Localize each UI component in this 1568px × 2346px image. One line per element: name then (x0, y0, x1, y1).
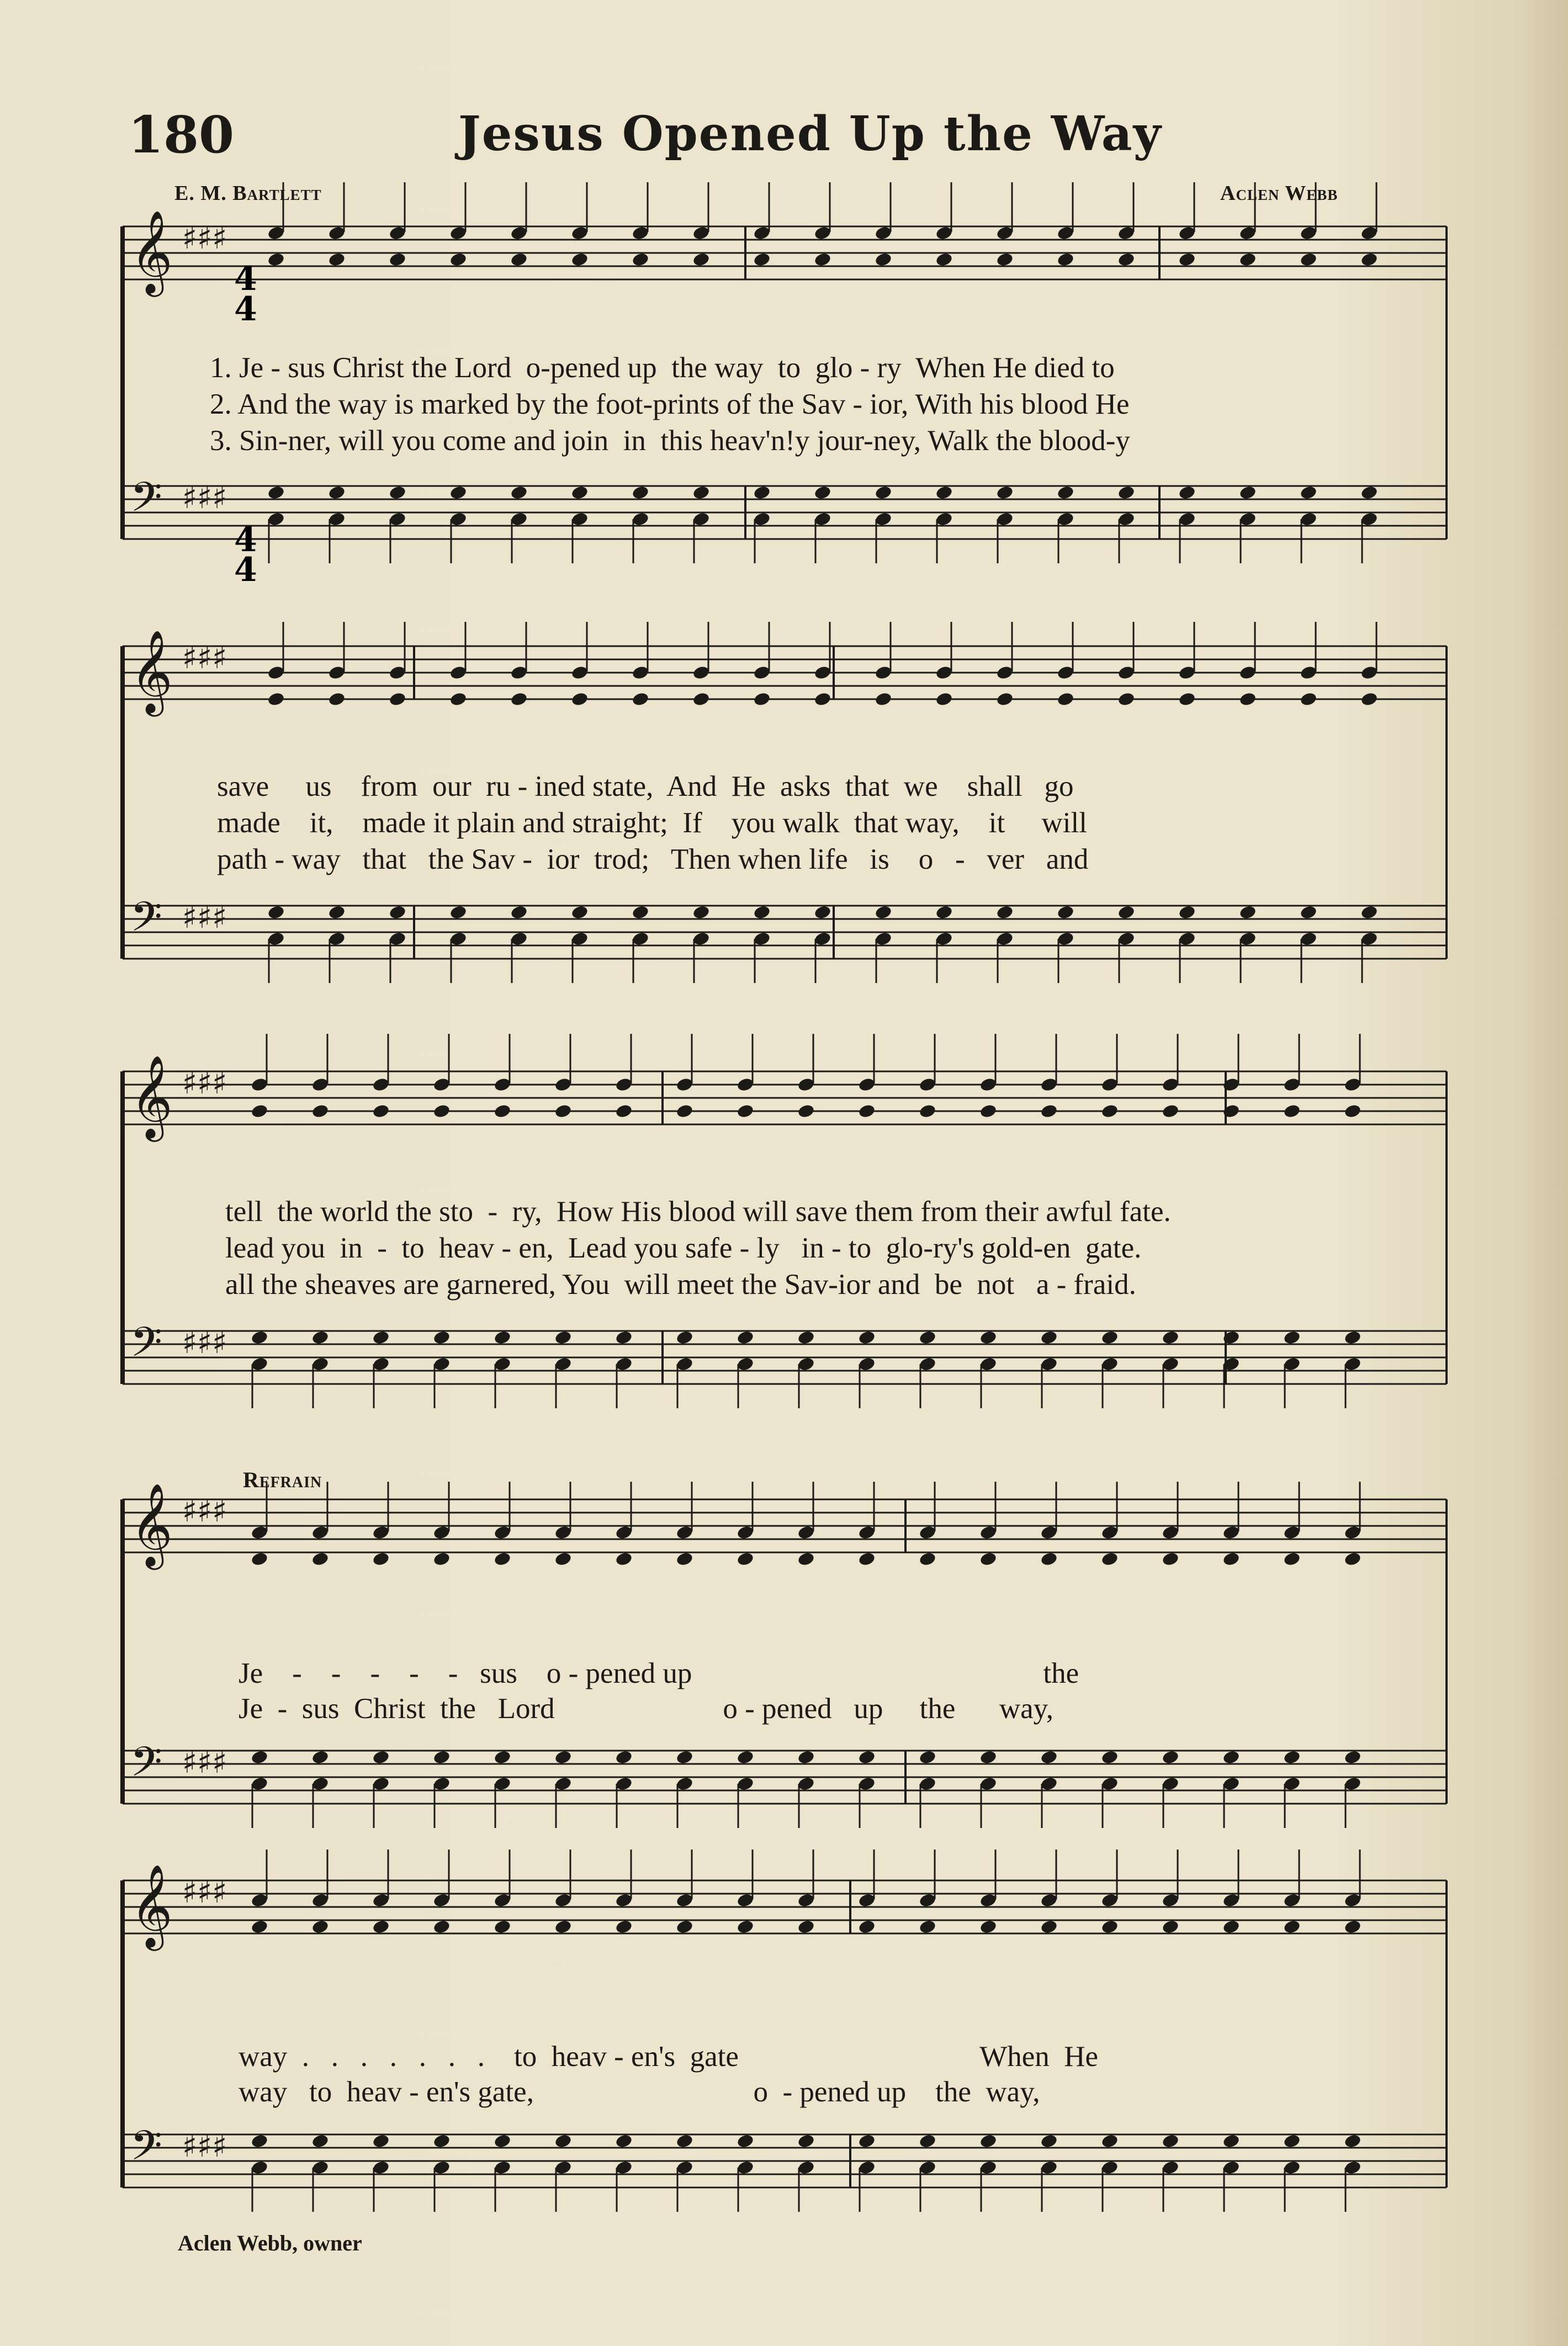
bass-clef-icon: 𝄢 (130, 473, 162, 531)
note-head (615, 1330, 633, 1345)
note-head (797, 1551, 815, 1567)
key-signature-sharps: ♯♯♯ (182, 640, 227, 676)
key-signature-sharps: ♯♯♯ (182, 2128, 227, 2164)
note-head (675, 1330, 693, 1345)
note-head (813, 252, 831, 267)
note-head (979, 1330, 997, 1345)
lyric-line: Je - sus Christ the Lord o - pened up the way, (239, 1693, 1053, 1725)
note-head (267, 905, 285, 920)
note-head (388, 485, 406, 500)
note-head (1222, 1750, 1240, 1765)
bass-clef-icon: 𝄢 (130, 1318, 162, 1376)
lyric-line: all the sheaves are garnered, You will meet the Sav-ior and be not a - fraid. (225, 1269, 1136, 1301)
note-head (449, 691, 467, 707)
note-head (1283, 2133, 1301, 2149)
key-signature-sharps: ♯♯♯ (182, 900, 227, 936)
note-head (554, 1551, 572, 1567)
note-head (736, 1103, 754, 1119)
note-head (449, 905, 467, 920)
note-head (1161, 1330, 1179, 1345)
note-head (857, 1750, 876, 1765)
note-head (935, 905, 953, 920)
note-head (372, 1103, 390, 1119)
note-head (797, 1103, 815, 1119)
treble-clef-icon: 𝄞 (130, 629, 173, 713)
note-head (510, 485, 528, 500)
note-head (874, 252, 892, 267)
note-head (736, 1750, 754, 1765)
note-head (493, 1919, 511, 1935)
note-head (493, 1551, 511, 1567)
note-head (1299, 691, 1317, 707)
note-head (570, 905, 589, 920)
note-head (813, 905, 831, 920)
note-head (510, 691, 528, 707)
note-head (510, 905, 528, 920)
note-head (388, 252, 406, 267)
note-head (1222, 1919, 1240, 1935)
note-head (1360, 252, 1378, 267)
note-head (1100, 1330, 1119, 1345)
note-head (857, 1103, 876, 1119)
composer-credit: E. M. Bartlett (174, 182, 322, 205)
note-head (736, 1330, 754, 1345)
note-head (615, 1750, 633, 1765)
note-head (995, 485, 1014, 500)
lyric-line: save us from our ru - ined state, And He asks that we shall go (217, 770, 1074, 802)
key-signature-sharps: ♯♯♯ (182, 480, 227, 516)
note-head (1161, 1750, 1179, 1765)
time-signature-bottom: 4 (234, 290, 257, 329)
note-head (979, 1750, 997, 1765)
note-head (1343, 1103, 1362, 1119)
note-head (311, 1103, 329, 1119)
note-head (1117, 691, 1135, 707)
note-head (1040, 2133, 1058, 2149)
hymn-title: Jesus Opened Up the Way (458, 106, 1162, 162)
note-head (327, 691, 346, 707)
note-head (267, 252, 285, 267)
note-head (1343, 2133, 1362, 2149)
note-head (1283, 1551, 1301, 1567)
note-head (1238, 905, 1257, 920)
note-head (857, 1551, 876, 1567)
note-head (753, 691, 771, 707)
note-head (675, 2133, 693, 2149)
note-head (1056, 905, 1074, 920)
lyric-line: way to heav - en's gate, o - pened up the way, (239, 2076, 1040, 2108)
key-signature-sharps: ♯♯♯ (182, 220, 227, 256)
note-head (432, 1750, 451, 1765)
time-signature-top: 4 (234, 260, 257, 298)
note-head (857, 1919, 876, 1935)
key-signature-sharps: ♯♯♯ (182, 1874, 227, 1910)
bass-clef-icon: 𝄢 (130, 893, 162, 951)
note-head (1056, 691, 1074, 707)
note-head (311, 2133, 329, 2149)
note-head (493, 1330, 511, 1345)
note-head (554, 2133, 572, 2149)
note-head (692, 485, 710, 500)
note-head (493, 1750, 511, 1765)
note-head (1238, 252, 1257, 267)
note-head (267, 485, 285, 500)
note-head (1343, 1330, 1362, 1345)
note-head (388, 691, 406, 707)
note-head (432, 1551, 451, 1567)
note-head (554, 1750, 572, 1765)
note-head (1178, 252, 1196, 267)
note-head (372, 1750, 390, 1765)
note-head (935, 691, 953, 707)
note-head (1100, 1750, 1119, 1765)
refrain-label: Refrain (243, 1467, 322, 1492)
note-head (554, 1330, 572, 1345)
note-head (1343, 1750, 1362, 1765)
note-head (1040, 1551, 1058, 1567)
note-head (1117, 485, 1135, 500)
note-head (797, 1919, 815, 1935)
copyright-owner: Aclen Webb, owner (178, 2231, 362, 2255)
treble-clef-icon: 𝄞 (130, 1863, 173, 1947)
treble-clef-icon: 𝄞 (130, 209, 173, 293)
note-head (493, 1103, 511, 1119)
note-head (432, 1330, 451, 1345)
note-head (250, 1750, 268, 1765)
note-head (918, 1103, 936, 1119)
note-head (250, 1103, 268, 1119)
note-head (979, 2133, 997, 2149)
note-head (267, 691, 285, 707)
note-head (615, 1551, 633, 1567)
note-head (510, 252, 528, 267)
note-head (736, 1919, 754, 1935)
treble-clef-icon: 𝄞 (130, 1482, 173, 1566)
note-head (692, 691, 710, 707)
note-head (631, 691, 649, 707)
note-head (1222, 1551, 1240, 1567)
note-head (1117, 252, 1135, 267)
lyric-line: 1. Je - sus Christ the Lord o-pened up the way to glo - ry When He died to (210, 352, 1115, 384)
note-head (935, 485, 953, 500)
bass-clef-icon: 𝄢 (130, 2122, 162, 2180)
note-head (554, 1103, 572, 1119)
note-head (995, 252, 1014, 267)
note-head (631, 485, 649, 500)
note-head (1161, 1551, 1179, 1567)
note-head (1238, 691, 1257, 707)
note-head (1178, 905, 1196, 920)
note-head (918, 1919, 936, 1935)
note-head (1161, 1919, 1179, 1935)
note-head (1161, 2133, 1179, 2149)
note-head (813, 485, 831, 500)
note-head (1178, 691, 1196, 707)
note-head (432, 1919, 451, 1935)
note-head (1343, 1919, 1362, 1935)
note-head (311, 1919, 329, 1935)
key-signature-sharps: ♯♯♯ (182, 1065, 227, 1101)
note-head (1283, 1330, 1301, 1345)
note-head (1178, 485, 1196, 500)
note-head (1100, 1551, 1119, 1567)
key-signature-sharps: ♯♯♯ (182, 1745, 227, 1780)
note-head (797, 1750, 815, 1765)
lyric-line: way . . . . . . . to heav - en's gate When He (239, 2041, 1099, 2073)
note-head (692, 252, 710, 267)
note-head (631, 905, 649, 920)
note-head (1100, 1103, 1119, 1119)
note-head (327, 252, 346, 267)
bass-clef-icon: 𝄢 (130, 1738, 162, 1796)
note-head (372, 1330, 390, 1345)
note-head (615, 2133, 633, 2149)
note-head (675, 1750, 693, 1765)
note-head (1360, 905, 1378, 920)
bass-time-signature-bottom: 4 (234, 551, 257, 589)
note-head (797, 1330, 815, 1345)
note-head (979, 1551, 997, 1567)
note-head (388, 905, 406, 920)
note-head (615, 1919, 633, 1935)
note-head (1299, 485, 1317, 500)
note-head (311, 1750, 329, 1765)
note-head (813, 691, 831, 707)
note-head (250, 2133, 268, 2149)
note-head (1100, 1919, 1119, 1935)
note-head (449, 485, 467, 500)
note-head (570, 485, 589, 500)
note-head (736, 2133, 754, 2149)
note-head (1222, 2133, 1240, 2149)
note-head (874, 485, 892, 500)
note-head (432, 1103, 451, 1119)
bass-time-signature-top: 4 (234, 521, 257, 559)
note-head (1360, 485, 1378, 500)
note-head (372, 1551, 390, 1567)
note-head (935, 252, 953, 267)
note-head (1299, 252, 1317, 267)
note-head (1040, 1330, 1058, 1345)
author-credit: Aclen Webb (1220, 182, 1338, 205)
note-head (1283, 1919, 1301, 1935)
note-head (311, 1330, 329, 1345)
note-head (753, 905, 771, 920)
note-head (918, 2133, 936, 2149)
note-head (311, 1551, 329, 1567)
note-head (432, 2133, 451, 2149)
note-head (449, 252, 467, 267)
note-head (631, 252, 649, 267)
lyric-line: tell the world the sto - ry, How His blood will save them from their awful fate. (225, 1196, 1171, 1228)
note-head (570, 252, 589, 267)
lyric-line: 2. And the way is marked by the foot-prints of the Sav - ior, With his blood He (210, 388, 1130, 420)
note-head (1343, 1551, 1362, 1567)
note-head (250, 1551, 268, 1567)
hymn-number: 180 (128, 105, 235, 165)
note-head (1056, 252, 1074, 267)
note-head (753, 485, 771, 500)
key-signature-sharps: ♯♯♯ (182, 1325, 227, 1361)
note-head (615, 1103, 633, 1119)
lyric-line: made it, made it plain and straight; If you walk that way, it will (217, 807, 1087, 839)
note-head (1283, 1750, 1301, 1765)
note-head (797, 2133, 815, 2149)
note-head (675, 1919, 693, 1935)
note-head (1056, 485, 1074, 500)
note-head (1161, 1103, 1179, 1119)
note-head (874, 691, 892, 707)
note-head (327, 485, 346, 500)
note-head (857, 2133, 876, 2149)
lyric-line: 3. Sin-ner, will you come and join in this heav'n!y jour-ney, Walk the blood-y (210, 425, 1130, 457)
note-head (995, 691, 1014, 707)
note-head (918, 1330, 936, 1345)
lyric-line: path - way that the Sav - ior trod; Then when life is o - ver and (217, 843, 1089, 875)
note-head (554, 1919, 572, 1935)
note-head (327, 905, 346, 920)
lyric-line: Je - - - - - sus o - pened up the (239, 1657, 1079, 1689)
note-head (918, 1750, 936, 1765)
note-head (1299, 905, 1317, 920)
treble-clef-icon: 𝄞 (130, 1054, 173, 1138)
note-head (570, 691, 589, 707)
note-head (372, 2133, 390, 2149)
key-signature-sharps: ♯♯♯ (182, 1493, 227, 1529)
note-head (493, 2133, 511, 2149)
note-head (692, 905, 710, 920)
lyric-line: lead you in - to heav - en, Lead you safe - ly in - to glo-ry's gold-en gate. (225, 1232, 1142, 1264)
note-head (1238, 485, 1257, 500)
note-head (736, 1551, 754, 1567)
note-head (1360, 691, 1378, 707)
note-head (857, 1330, 876, 1345)
note-head (1117, 905, 1135, 920)
note-head (1100, 2133, 1119, 2149)
note-head (250, 1919, 268, 1935)
note-head (979, 1103, 997, 1119)
note-head (753, 252, 771, 267)
note-head (1040, 1919, 1058, 1935)
note-head (1040, 1103, 1058, 1119)
note-head (675, 1551, 693, 1567)
note-head (675, 1103, 693, 1119)
note-head (918, 1551, 936, 1567)
note-head (1283, 1103, 1301, 1119)
note-head (250, 1330, 268, 1345)
note-head (995, 905, 1014, 920)
note-head (979, 1919, 997, 1935)
note-head (1040, 1750, 1058, 1765)
note-head (874, 905, 892, 920)
note-head (372, 1919, 390, 1935)
